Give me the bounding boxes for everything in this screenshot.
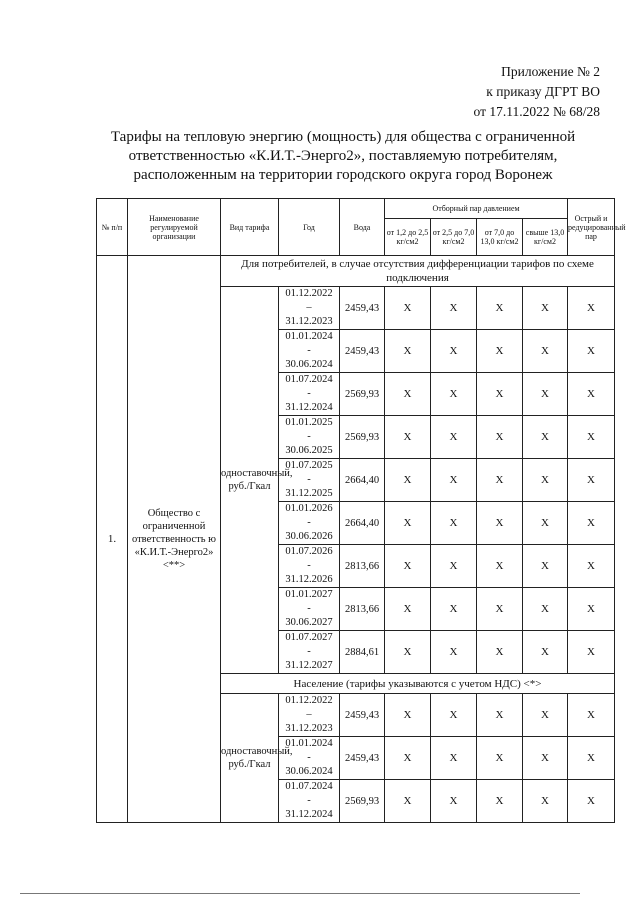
period-to: 30.06.2027 [285, 617, 333, 628]
not-applicable-mark: X [523, 287, 568, 330]
period-to: 30.06.2025 [285, 445, 333, 456]
period-cell [279, 373, 340, 416]
not-applicable-mark: X [431, 780, 477, 823]
not-applicable-mark: X [568, 459, 615, 502]
water-tariff-value: 2569,93 [340, 373, 385, 416]
not-applicable-mark: X [523, 502, 568, 545]
not-applicable-mark: X [523, 459, 568, 502]
not-applicable-mark: X [385, 416, 431, 459]
appendix-reference [474, 62, 600, 122]
tariff-type: одноставочный, руб./Гкал [221, 287, 279, 674]
not-applicable-mark: X [477, 588, 523, 631]
title-line-1: Тарифы на тепловую энергию (мощность) для общества с ограниченной [110, 129, 576, 145]
period-from: 01.01.2027 [285, 589, 333, 600]
period-from: 01.01.2026 [285, 503, 333, 514]
appendix-number: Приложение № 2 [501, 64, 600, 79]
section-title: Население (тарифы указываются с учетом НДС) <*> [221, 674, 615, 694]
not-applicable-mark: X [477, 694, 523, 737]
title-line-2: ответственностью «К.И.Т.-Энерго2», поставляемую потребителям, [128, 148, 558, 164]
not-applicable-mark: X [431, 459, 477, 502]
header-sharp-steam: Острый и редуцированный пар [568, 199, 615, 256]
document-title [96, 128, 590, 185]
not-applicable-mark: X [477, 373, 523, 416]
period-to: 30.06.2024 [285, 359, 333, 370]
not-applicable-mark: X [385, 330, 431, 373]
not-applicable-mark: X [385, 545, 431, 588]
not-applicable-mark: X [523, 737, 568, 780]
appendix-order: к приказу ДГРТ ВО [486, 84, 600, 99]
period-from: 01.12.2022 [285, 288, 333, 299]
not-applicable-mark: X [431, 502, 477, 545]
period-cell [279, 694, 340, 737]
period-from: 01.01.2024 [285, 331, 333, 342]
not-applicable-mark: X [568, 330, 615, 373]
not-applicable-mark: X [431, 588, 477, 631]
page-bottom-divider [20, 893, 580, 894]
period-from: 01.07.2026 [285, 546, 333, 557]
period-to: 31.12.2027 [285, 660, 333, 671]
not-applicable-mark: X [477, 631, 523, 674]
period-dash: - [307, 646, 311, 657]
appendix-order-date: от 17.11.2022 № 68/28 [473, 104, 600, 119]
not-applicable-mark: X [568, 737, 615, 780]
period-dash: - [307, 603, 311, 614]
period-from: 01.07.2024 [285, 374, 333, 385]
not-applicable-mark: X [431, 287, 477, 330]
header-pressure-4: свыше 13,0 кг/см2 [523, 219, 568, 256]
header-pressure-2: от 2,5 до 7,0 кг/см2 [431, 219, 477, 256]
not-applicable-mark: X [477, 545, 523, 588]
period-to: 31.12.2023 [285, 723, 333, 734]
period-dash: - [307, 517, 311, 528]
period-cell [279, 330, 340, 373]
period-from: 01.07.2025 [285, 460, 333, 471]
tariff-type: одноставочный, руб./Гкал [221, 694, 279, 823]
not-applicable-mark: X [431, 545, 477, 588]
not-applicable-mark: X [385, 588, 431, 631]
not-applicable-mark: X [385, 631, 431, 674]
not-applicable-mark: X [523, 416, 568, 459]
not-applicable-mark: X [431, 631, 477, 674]
not-applicable-mark: X [568, 694, 615, 737]
period-to: 30.06.2026 [285, 531, 333, 542]
water-tariff-value: 2884,61 [340, 631, 385, 674]
header-year: Год [279, 199, 340, 256]
not-applicable-mark: X [568, 373, 615, 416]
period-dash: – [306, 709, 312, 720]
period-to: 30.06.2024 [285, 766, 333, 777]
period-from: 01.01.2024 [285, 738, 333, 749]
water-tariff-value: 2813,66 [340, 588, 385, 631]
period-cell [279, 737, 340, 780]
period-to: 31.12.2023 [285, 316, 333, 327]
not-applicable-mark: X [568, 287, 615, 330]
water-tariff-value: 2569,93 [340, 416, 385, 459]
water-tariff-value: 2569,93 [340, 780, 385, 823]
period-from: 01.07.2027 [285, 632, 333, 643]
period-cell [279, 631, 340, 674]
header-tariff-type: Вид тарифа [221, 199, 279, 256]
title-line-3: расположенным на территории городского округа город Воронеж [133, 167, 553, 183]
period-to: 31.12.2024 [285, 809, 333, 820]
period-from: 01.12.2022 [285, 695, 333, 706]
period-cell [279, 459, 340, 502]
period-dash: - [307, 431, 311, 442]
period-cell [279, 780, 340, 823]
not-applicable-mark: X [431, 737, 477, 780]
not-applicable-mark: X [477, 502, 523, 545]
not-applicable-mark: X [568, 416, 615, 459]
period-to: 31.12.2026 [285, 574, 333, 585]
header-pressure-1: от 1,2 до 2,5 кг/см2 [385, 219, 431, 256]
period-to: 31.12.2025 [285, 488, 333, 499]
period-cell [279, 287, 340, 330]
not-applicable-mark: X [477, 287, 523, 330]
not-applicable-mark: X [568, 780, 615, 823]
not-applicable-mark: X [385, 694, 431, 737]
period-from: 01.07.2024 [285, 781, 333, 792]
period-dash: - [307, 795, 311, 806]
not-applicable-mark: X [568, 545, 615, 588]
header-pressure-3: от 7,0 до 13,0 кг/см2 [477, 219, 523, 256]
not-applicable-mark: X [385, 459, 431, 502]
not-applicable-mark: X [385, 737, 431, 780]
not-applicable-mark: X [523, 780, 568, 823]
tariff-table-body [97, 256, 615, 823]
not-applicable-mark: X [431, 330, 477, 373]
header-organization: Наименование регулируемой организации [128, 199, 221, 256]
not-applicable-mark: X [477, 737, 523, 780]
not-applicable-mark: X [431, 694, 477, 737]
not-applicable-mark: X [385, 780, 431, 823]
not-applicable-mark: X [385, 373, 431, 416]
tariff-table [96, 198, 626, 823]
not-applicable-mark: X [523, 545, 568, 588]
not-applicable-mark: X [523, 694, 568, 737]
not-applicable-mark: X [477, 416, 523, 459]
water-tariff-value: 2664,40 [340, 459, 385, 502]
period-dash: - [307, 345, 311, 356]
period-dash: – [306, 302, 312, 313]
water-tariff-value: 2459,43 [340, 694, 385, 737]
organization-name: Общество с ограниченной ответственность ю «К.И.Т.-Энерго2» <**> [128, 256, 221, 823]
period-to: 31.12.2024 [285, 402, 333, 413]
period-cell [279, 545, 340, 588]
period-cell [279, 588, 340, 631]
period-dash: - [307, 474, 311, 485]
not-applicable-mark: X [385, 287, 431, 330]
section-title: Для потребителей, в случае отсутствия дифференциации тарифов по схеме подключения [221, 256, 615, 287]
water-tariff-value: 2459,43 [340, 287, 385, 330]
not-applicable-mark: X [477, 459, 523, 502]
not-applicable-mark: X [477, 330, 523, 373]
not-applicable-mark: X [523, 631, 568, 674]
period-dash: - [307, 752, 311, 763]
period-dash: - [307, 388, 311, 399]
not-applicable-mark: X [568, 502, 615, 545]
water-tariff-value: 2664,40 [340, 502, 385, 545]
not-applicable-mark: X [385, 502, 431, 545]
period-cell [279, 502, 340, 545]
not-applicable-mark: X [568, 631, 615, 674]
not-applicable-mark: X [523, 588, 568, 631]
water-tariff-value: 2459,43 [340, 330, 385, 373]
not-applicable-mark: X [523, 373, 568, 416]
row-number: 1. [97, 256, 128, 823]
not-applicable-mark: X [431, 373, 477, 416]
header-water: Вода [340, 199, 385, 256]
period-cell [279, 416, 340, 459]
not-applicable-mark: X [477, 780, 523, 823]
water-tariff-value: 2813,66 [340, 545, 385, 588]
not-applicable-mark: X [568, 588, 615, 631]
water-tariff-value: 2459,43 [340, 737, 385, 780]
header-steam-group: Отборный пар давлением [385, 199, 568, 219]
section-header-row [97, 256, 615, 287]
period-from: 01.01.2025 [285, 417, 333, 428]
not-applicable-mark: X [431, 416, 477, 459]
period-dash: - [307, 560, 311, 571]
not-applicable-mark: X [523, 330, 568, 373]
header-no: № п/п [97, 199, 128, 256]
